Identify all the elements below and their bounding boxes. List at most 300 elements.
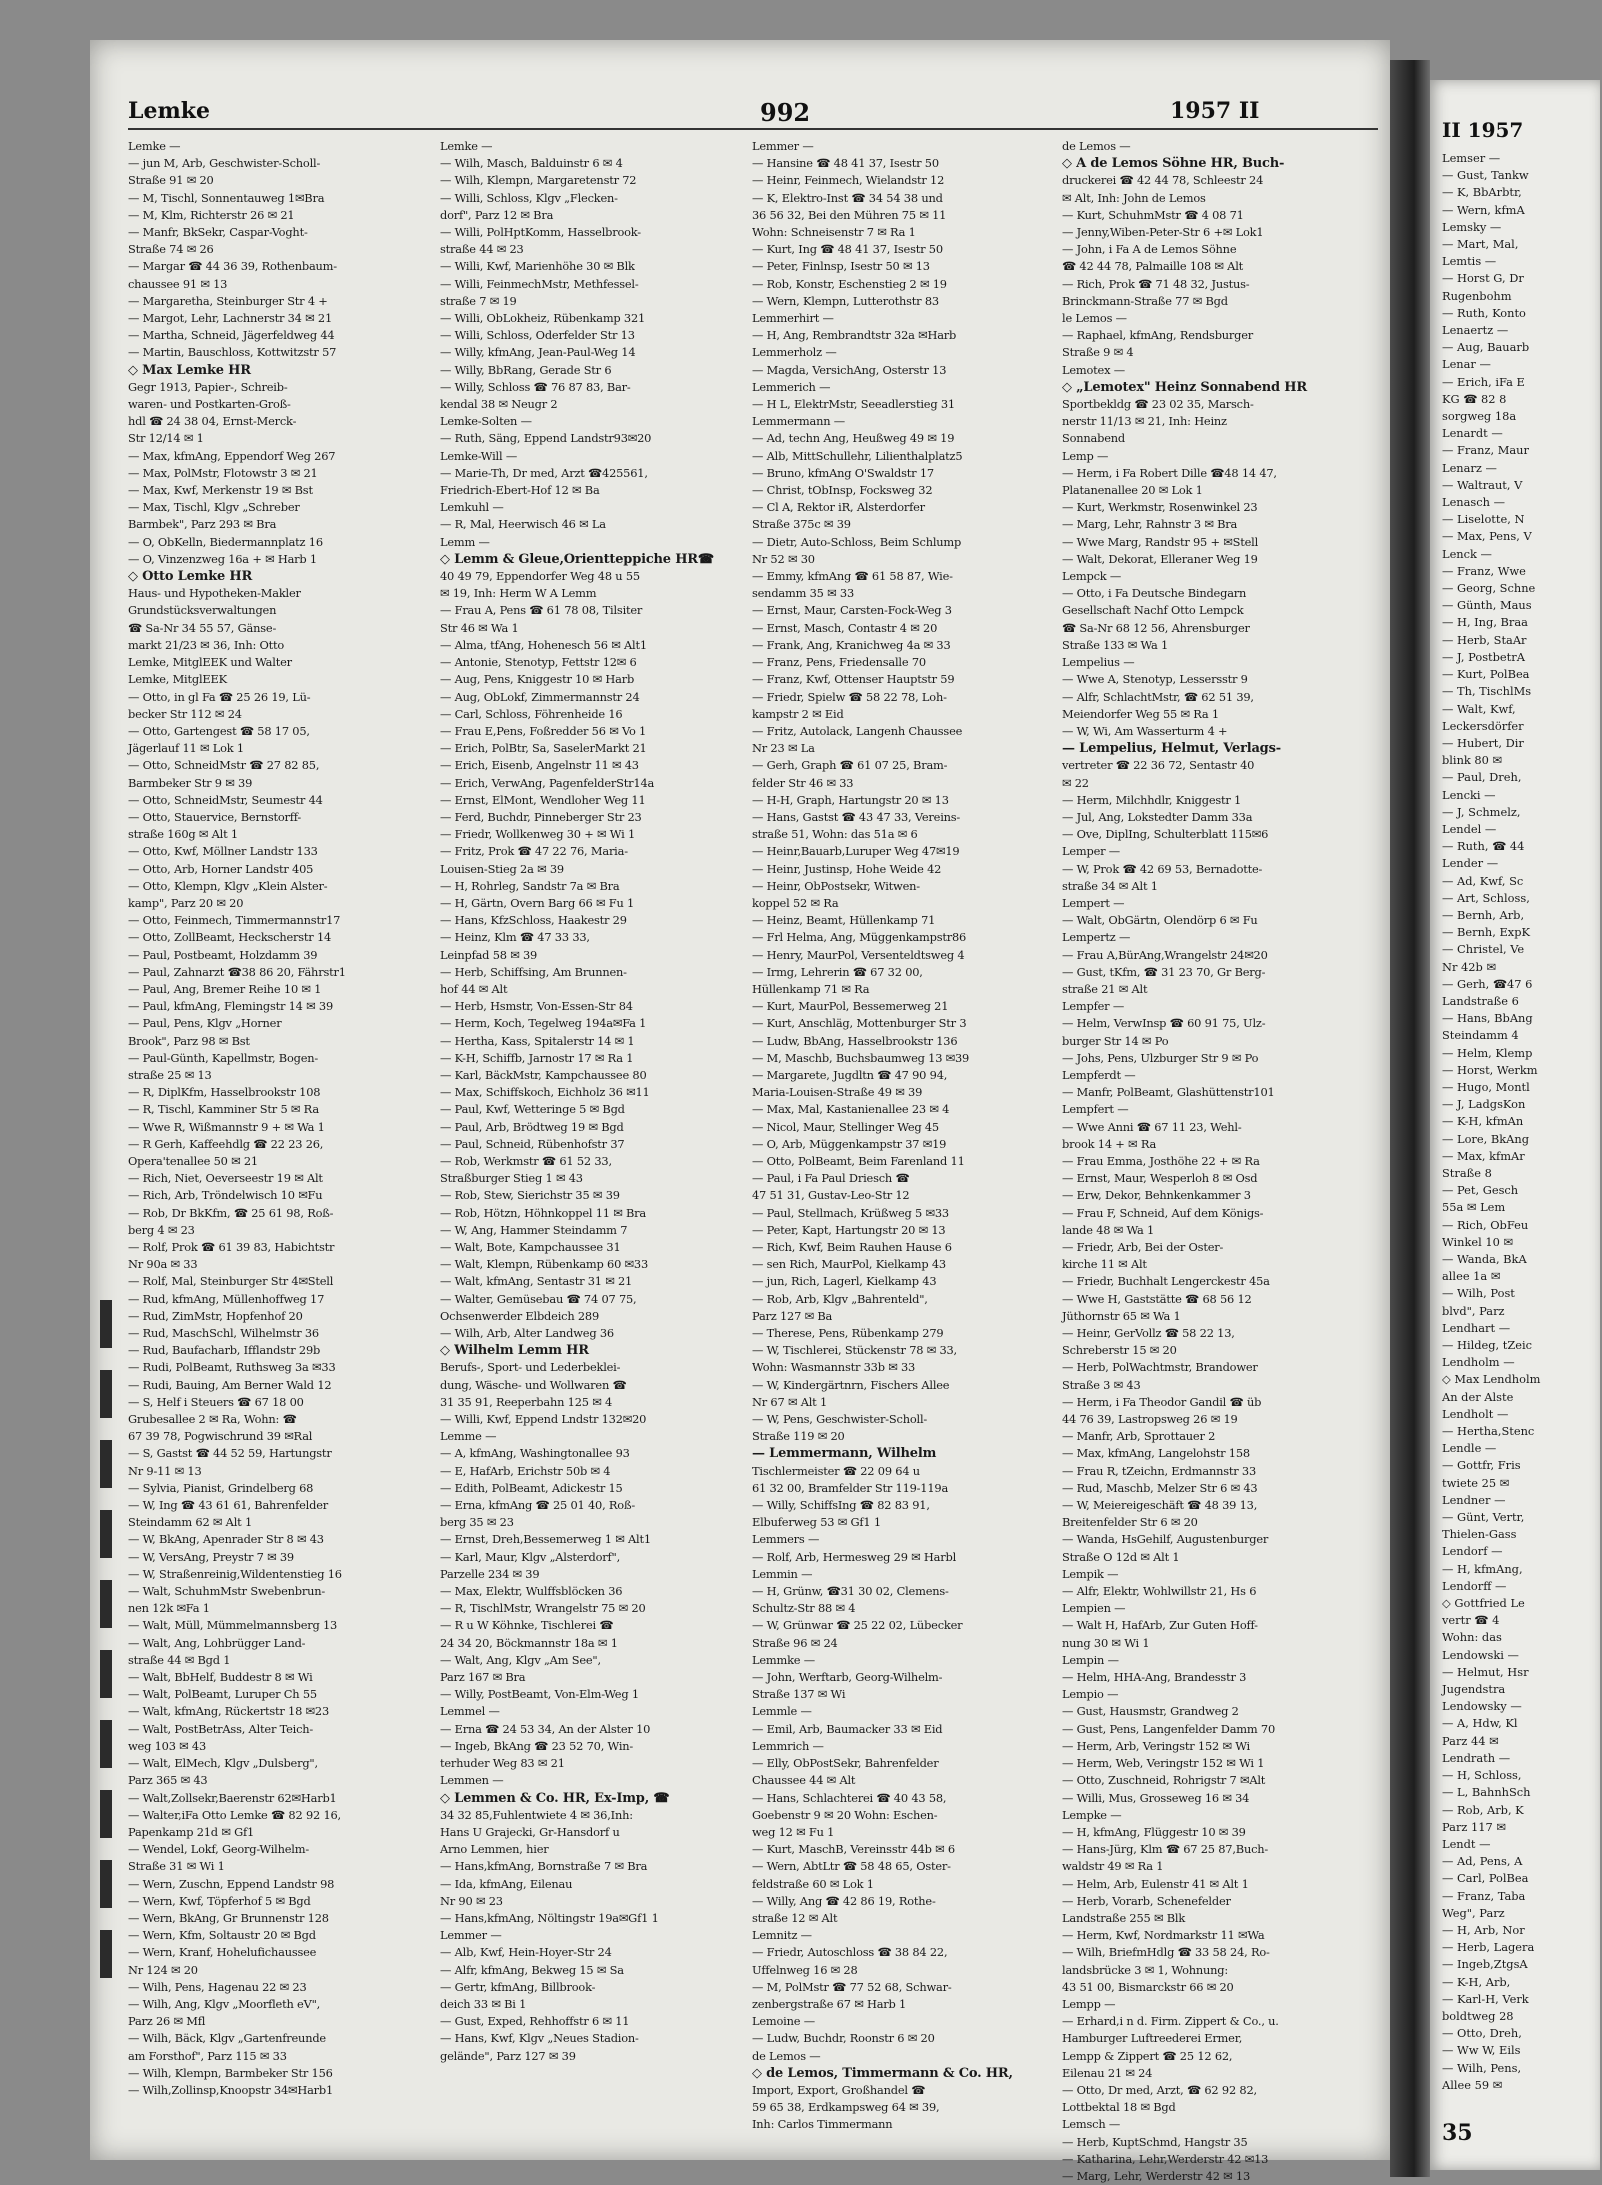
- directory-entry-line: — Fritz, Autolack, Langenh Chaussee: [752, 723, 963, 738]
- directory-entry-line: — Ad, Pens, A: [1442, 1854, 1523, 1869]
- directory-entry-line: de Lemos —: [1062, 139, 1131, 153]
- directory-entry-line: — Walt H, HafArb, Zur Guten Hoff-: [1062, 1618, 1258, 1633]
- directory-entry-line: — Walter,iFa Otto Lemke ☎ 82 92 16,: [128, 1807, 341, 1822]
- directory-entry-line: Lemme —: [440, 1429, 497, 1444]
- directory-entry-line: Lempfer —: [1062, 999, 1125, 1014]
- directory-entry-line: — W, VersAng, Preystr 7 ✉ 39: [128, 1549, 294, 1564]
- directory-entry-line: — Otto, ZollBeamt, Heckscherstr 14: [128, 930, 332, 945]
- directory-entry-line: — Gottfr, Fris: [1442, 1458, 1521, 1473]
- directory-entry-line: Lemkuhl —: [440, 500, 504, 515]
- directory-entry-line: brook 14 + ✉ Ra: [1062, 1136, 1157, 1151]
- directory-entry-line: Lempck —: [1062, 569, 1122, 584]
- directory-entry-line: — Gust, Exped, Rehhoffstr 6 ✉ 11: [440, 2014, 630, 2029]
- directory-entry-line: — H, Schloss,: [1442, 1768, 1522, 1783]
- directory-entry-line: Thielen-Gass: [1442, 1527, 1517, 1542]
- directory-entry-line: — S, Gastst ☎ 44 52 59, Hartungstr: [128, 1446, 332, 1461]
- directory-entry-line: Lemoine —: [752, 2014, 815, 2029]
- directory-entry-line: — Rud, ZimMstr, Hopfenhof 20: [128, 1308, 303, 1323]
- directory-entry-line: — W, Straßenreinig,Wildentenstieg 16: [128, 1566, 342, 1581]
- directory-entry-line: — Kurt, SchuhmMstr ☎ 4 08 71: [1062, 207, 1244, 222]
- directory-entry-line: — Helm, Arb, Eulenstr 41 ✉ Alt 1: [1062, 1876, 1249, 1891]
- directory-entry-line: Hans U Grajecki, Gr-Hansdorf u: [440, 1824, 620, 1839]
- directory-entry-line: — Kurt, Werkmstr, Rosenwinkel 23: [1062, 500, 1258, 515]
- directory-entry-line: Schultz-Str 88 ✉ 4: [752, 1601, 856, 1616]
- directory-entry-line: Lemke-Solten —: [440, 414, 532, 429]
- directory-entry-line: Nr 23 ✉ La: [752, 741, 815, 756]
- directory-entry-line: Gesellschaft Nachf Otto Lempck: [1062, 603, 1244, 618]
- directory-entry-line: — M, Maschb, Buchsbaumweg 13 ✉39: [752, 1050, 970, 1065]
- directory-entry-line: — jun M, Arb, Geschwister-Scholl-: [128, 156, 321, 171]
- directory-entry-line: — Max, Kwf, Merkenstr 19 ✉ Bst: [128, 483, 313, 498]
- directory-entry-line: ✉ Alt, Inh: John de Lemos: [1062, 190, 1206, 205]
- directory-entry-line: — Heinz, Klm ☎ 47 33 33,: [440, 930, 590, 945]
- directory-entry-line: — Otto, PolBeamt, Beim Farenland 11: [752, 1153, 965, 1168]
- directory-entry-line: — Paul, kfmAng, Flemingstr 14 ✉ 39: [128, 999, 334, 1014]
- directory-entry-line: — W, Ing ☎ 43 61 61, Bahrenfelder: [128, 1498, 328, 1513]
- directory-entry-line: Steindamm 62 ✉ Alt 1: [128, 1515, 253, 1530]
- directory-entry-line: — sen Rich, MaurPol, Kielkamp 43: [752, 1257, 946, 1272]
- directory-entry-line: — Emil, Arb, Baumacker 33 ✉ Eid: [752, 1721, 943, 1736]
- directory-entry-line: — Friedr, Arb, Bei der Oster-: [1062, 1240, 1224, 1254]
- directory-entry-line: — Willy, Schloss ☎ 76 87 83, Bar-: [440, 379, 631, 394]
- directory-entry-line: — Wilh, Pens, Hagenau 22 ✉ 23: [128, 1979, 307, 1994]
- directory-entry-line: Wohn: das: [1442, 1630, 1502, 1645]
- directory-entry-line: — Walt, BbHelf, Buddestr 8 ✉ Wi: [128, 1670, 313, 1685]
- directory-entry-line: Lempferdt —: [1062, 1067, 1136, 1082]
- margin-mark: [100, 1790, 112, 1838]
- directory-entry-line: Lendorff —: [1442, 1578, 1507, 1593]
- directory-entry-line: — Ludw, Buchdr, Roonstr 6 ✉ 20: [752, 2031, 935, 2046]
- directory-entry-line: 44 76 39, Lastropsweg 26 ✉ 19: [1062, 1412, 1238, 1427]
- directory-entry-line: Jüthornstr 65 ✉ Wa 1: [1062, 1308, 1181, 1323]
- directory-entry-line: — K, Elektro-Inst ☎ 34 54 38 und: [752, 190, 943, 205]
- directory-entry-line: Lemnitz —: [752, 1928, 812, 1943]
- header-rule: [128, 128, 1378, 130]
- directory-entry-line: — W, Grünwar ☎ 25 22 02, Lübecker: [752, 1618, 963, 1633]
- directory-entry-line: Straße 74 ✉ 26: [128, 242, 214, 257]
- directory-entry-line: Landstraße 255 ✉ Blk: [1062, 1910, 1186, 1925]
- margin-mark: [100, 1440, 112, 1488]
- directory-entry-line: feldstraße 60 ✉ Lok 1: [752, 1876, 874, 1891]
- directory-entry-line: — Paul, Schneid, Rübenhofstr 37: [440, 1136, 625, 1151]
- directory-entry-line: Lencki —: [1442, 787, 1496, 802]
- directory-entry-line: kampstr 2 ✉ Eid: [752, 706, 844, 721]
- directory-entry-line: — Rud, Baufacharb, Ifflandstr 29b: [128, 1343, 321, 1358]
- directory-entry-line: berg 4 ✉ 23: [128, 1222, 195, 1237]
- directory-entry-line: Nr 124 ✉ 20: [128, 1962, 198, 1977]
- directory-entry-line: — Nicol, Maur, Stellinger Weg 45: [752, 1119, 939, 1134]
- directory-entry-line: weg 12 ✉ Fu 1: [752, 1824, 835, 1839]
- directory-entry-line: — W, Meiereigeschäft ☎ 48 39 13,: [1062, 1498, 1258, 1513]
- directory-entry-line: — Paul, Dreh,: [1442, 770, 1522, 785]
- directory-entry-line: — H, Ang, Rembrandtstr 32a ✉Harb: [752, 328, 957, 343]
- directory-entry-line: — Wern, Zuschn, Eppend Landstr 98: [128, 1876, 335, 1891]
- directory-entry-line: — John, Werftarb, Georg-Wilhelm-: [752, 1670, 943, 1685]
- directory-entry-line: Barmbek", Parz 293 ✉ Bra: [128, 517, 277, 532]
- directory-entry-line: — Rob, Konstr, Eschenstieg 2 ✉ 19: [752, 276, 947, 291]
- directory-entry-line: — Jenny,Wiben-Peter-Str 6 +✉ Lok1: [1062, 225, 1264, 240]
- directory-entry-line: Lemmerholz —: [752, 345, 837, 360]
- directory-entry-line: — Wilh, Pens,: [1442, 2060, 1522, 2075]
- directory-entry-line: — Kurt, Anschläg, Mottenburger Str 3: [752, 1016, 967, 1031]
- directory-entry-line: — R, Mal, Heerwisch 46 ✉ La: [440, 517, 606, 532]
- directory-entry-line: Schreberstr 15 ✉ 20: [1062, 1343, 1177, 1358]
- directory-entry-line: — Otto, Feinmech, Timmermannstr17: [128, 913, 341, 928]
- directory-entry-line: — Herm, i Fa Robert Dille ☎48 14 47,: [1062, 465, 1277, 480]
- directory-entry-line: Parz 167 ✉ Bra: [440, 1670, 526, 1685]
- margin-mark: [100, 1650, 112, 1698]
- directory-entry-line: Lemsky —: [1442, 219, 1502, 234]
- directory-entry-line: straße 44 ✉ Bgd 1: [128, 1652, 231, 1667]
- directory-entry-line: — Erich, PolBtr, Sa, SaselerMarkt 21: [440, 741, 647, 756]
- directory-entry-line: Straße 133 ✉ Wa 1: [1062, 637, 1169, 652]
- directory-entry-line: becker Str 112 ✉ 24: [128, 706, 242, 721]
- directory-entry-line: — Ernst, Dreh,Bessemerweg 1 ✉ Alt1: [440, 1532, 651, 1547]
- directory-entry-line: Maria-Louisen-Straße 49 ✉ 39: [752, 1085, 923, 1100]
- directory-entry-line: Lenarz —: [1442, 460, 1497, 475]
- directory-entry-line: — Martin, Bauschloss, Kottwitzstr 57: [128, 345, 337, 360]
- directory-entry-line: Lemke, MitglEEK und Walter: [128, 655, 292, 670]
- directory-entry-line: — Wilh, Masch, Balduinstr 6 ✉ 4: [440, 156, 623, 171]
- directory-entry-line: — Rob, Arb, Klgv „Bahrenteld",: [752, 1291, 928, 1306]
- directory-entry-line: — Wwe A, Stenotyp, Lessersstr 9: [1062, 672, 1248, 687]
- directory-entry-line: — Christel, Ve: [1442, 942, 1525, 957]
- directory-entry-line: — Gust, Hausmstr, Grandweg 2: [1062, 1704, 1239, 1719]
- directory-entry-line: 34 32 85,Fuhlentwiete 4 ✉ 36,Inh:: [440, 1807, 633, 1822]
- directory-entry-line: — Hans, BbAng: [1442, 1011, 1533, 1026]
- directory-entry-line: 59 65 38, Erdkampsweg 64 ✉ 39,: [752, 2100, 940, 2115]
- directory-entry-line: — Carl, PolBea: [1442, 1871, 1529, 1886]
- directory-entry-line: Lempien —: [1062, 1601, 1126, 1616]
- directory-entry-line: — Wilh, Ang, Klgv „Moorfleth eV",: [128, 1996, 321, 2011]
- directory-entry-line: — Otto, Stauervice, Bernstorff-: [128, 809, 302, 824]
- directory-entry-line: — H-H, Graph, Hartungstr 20 ✉ 13: [752, 792, 949, 807]
- directory-entry-line: kendal 38 ✉ Neugr 2: [440, 397, 558, 412]
- directory-entry-line: — Paul, Kwf, Wetteringe 5 ✉ Bgd: [440, 1102, 625, 1117]
- directory-entry-line: Str 46 ✉ Wa 1: [440, 620, 519, 635]
- directory-entry-line: — Rud, kfmAng, Müllenhoffweg 17: [128, 1291, 325, 1306]
- directory-entry-line: — Hugo, Montl: [1442, 1079, 1530, 1094]
- directory-entry-line: — Max, PolMstr, Flotowstr 3 ✉ 21: [128, 465, 318, 480]
- directory-entry-line: — Franz, Maur: [1442, 443, 1529, 458]
- directory-entry-line: — Wanda, HsGehilf, Augustenburger: [1062, 1532, 1269, 1547]
- directory-entry-line: — Hansine ☎ 48 41 37, Isestr 50: [752, 156, 939, 171]
- column-1: [128, 138, 423, 2098]
- directory-entry-line: — Rud, Maschb, Melzer Str 6 ✉ 43: [1062, 1480, 1258, 1495]
- directory-entry-line: Grubesallee 2 ✉ Ra, Wohn: ☎: [128, 1412, 297, 1427]
- directory-entry-line: — Max, Mal, Kastanienallee 23 ✉ 4: [752, 1102, 950, 1117]
- directory-entry-line: — Frau R, tZeichn, Erdmannstr 33: [1062, 1463, 1256, 1478]
- directory-entry-line: — Erna ☎ 24 53 34, An der Alster 10: [440, 1721, 651, 1736]
- directory-entry-line: — Bernh, ExpK: [1442, 925, 1531, 940]
- directory-entry-line: — Franz, Kwf, Ottenser Hauptstr 59: [752, 672, 955, 687]
- directory-entry-line: — Peter, Finlnsp, Isestr 50 ✉ 13: [752, 259, 930, 274]
- directory-entry-line: Lemmen —: [440, 1773, 504, 1788]
- directory-entry-line: — Gust, Pens, Langenfelder Damm 70: [1062, 1721, 1276, 1736]
- directory-entry-line: — W, Tischlerei, Stückenstr 78 ✉ 33,: [752, 1343, 957, 1358]
- directory-entry-line: — Wilh, Klempn, Barmbeker Str 156: [128, 2065, 333, 2080]
- directory-entry-line: Import, Export, Großhandel ☎: [752, 2082, 926, 2097]
- directory-entry-line: 47 51 31, Gustav-Leo-Str 12: [752, 1188, 910, 1203]
- directory-entry-line: — Edith, PolBeamt, Adickestr 15: [440, 1480, 623, 1495]
- directory-entry-line: — Margarete, Jugdltn ☎ 47 90 94,: [752, 1067, 948, 1082]
- directory-entry-line: — Rich, Niet, Oeverseestr 19 ✉ Alt: [128, 1171, 323, 1186]
- directory-entry-line: — Margar ☎ 44 36 39, Rothenbaum-: [128, 259, 337, 274]
- directory-entry-line: — Otto, in gl Fa ☎ 25 26 19, Lü-: [128, 689, 311, 704]
- directory-entry-line: — Herb, Lagera: [1442, 1940, 1535, 1955]
- directory-entry-line: — Irmg, Lehrerin ☎ 67 32 00,: [752, 964, 923, 979]
- directory-entry-line: — Willy, SchiffsIng ☎ 82 83 91,: [752, 1498, 930, 1513]
- directory-entry-line: — Ernst, Maur, Wesperloh 8 ✉ Osd: [1062, 1171, 1258, 1186]
- directory-entry-line: — Johs, Pens, Ulzburger Str 9 ✉ Po: [1062, 1050, 1259, 1065]
- directory-entry-line: — Margaretha, Steinburger Str 4 +: [128, 293, 328, 308]
- directory-entry-line: allee 1a ✉: [1442, 1269, 1501, 1284]
- directory-entry-line: — R Gerh, Kaffeehdlg ☎ 22 23 26,: [128, 1136, 324, 1151]
- directory-entry-line: — Hans, Kwf, Klgv „Neues Stadion-: [440, 2031, 639, 2046]
- directory-entry-line: waldstr 49 ✉ Ra 1: [1062, 1859, 1164, 1874]
- directory-entry-line: — Gust, tKfm, ☎ 31 23 70, Gr Berg-: [1062, 964, 1266, 979]
- directory-entry-line: — Max, kfmAng, Eppendorf Weg 267: [128, 448, 336, 463]
- directory-entry-line: Lemmle —: [752, 1704, 812, 1719]
- directory-entry-line: — R, DiplKfm, Hasselbrookstr 108: [128, 1085, 321, 1100]
- directory-entry-line: — Walt, PostBetrAss, Alter Teich-: [128, 1721, 314, 1736]
- directory-entry-line: — Rob, Arb, K: [1442, 1802, 1524, 1817]
- directory-entry-line: ◇ Max Lemke HR: [128, 362, 251, 378]
- directory-entry-line: — W, BkAng, Apenrader Str 8 ✉ 43: [128, 1532, 324, 1547]
- directory-entry-line: Lemsch —: [1062, 2117, 1121, 2132]
- directory-entry-line: — Henry, MaurPol, Versenteldtsweg 4: [752, 947, 965, 962]
- directory-entry-line: — Katharina, Lehr,Werderstr 42 ✉13: [1062, 2151, 1269, 2166]
- directory-entry-line: Leinpfad 58 ✉ 39: [440, 947, 538, 962]
- directory-entry-line: — Walt, ObGärtn, Olendörp 6 ✉ Fu: [1062, 913, 1258, 928]
- directory-entry-line: gelände", Parz 127 ✉ 39: [440, 2048, 576, 2063]
- directory-entry-line: hdl ☎ 24 38 04, Ernst-Merck-: [128, 414, 297, 429]
- directory-entry-line: — Herm, i Fa Theodor Gandil ☎ üb: [1062, 1394, 1262, 1409]
- directory-entry-line: — Elly, ObPostSekr, Bahrenfelder: [752, 1756, 939, 1771]
- directory-entry-line: — Rudi, PolBeamt, Ruthsweg 3a ✉33: [128, 1360, 336, 1375]
- directory-entry-line: — Ruth, Konto: [1442, 305, 1526, 320]
- directory-entry-line: — Sylvia, Pianist, Grindelberg 68: [128, 1480, 314, 1495]
- directory-entry-line: felder Str 46 ✉ 33: [752, 775, 854, 790]
- margin-mark: [100, 1300, 112, 1348]
- directory-entry-line: 61 32 00, Bramfelder Str 119-119a: [752, 1480, 949, 1495]
- directory-entry-line: — Rud, MaschSchl, Wilhelmstr 36: [128, 1326, 319, 1341]
- directory-entry-line: — Willi, PolHptKomm, Hasselbrook-: [440, 225, 641, 240]
- directory-entry-line: — Ingeb,ZtgsA: [1442, 1957, 1528, 1972]
- directory-entry-line: Steindamm 4: [1442, 1028, 1519, 1043]
- directory-entry-line: Hüllenkamp 71 ✉ Ra: [752, 981, 870, 996]
- directory-entry-line: — Paul, Ang, Bremer Reihe 10 ✉ 1: [128, 981, 322, 996]
- directory-entry-line: Straße 31 ✉ Wi 1: [128, 1859, 225, 1874]
- directory-entry-line: druckerei ☎ 42 44 78, Schleestr 24: [1062, 173, 1264, 188]
- directory-entry-line: nerstr 11/13 ✉ 21, Inh: Heinz: [1062, 414, 1227, 429]
- directory-entry-line: — Wern, Kfm, Soltaustr 20 ✉ Bgd: [128, 1928, 316, 1943]
- directory-entry-line: — Walt, kfmAng, Sentastr 31 ✉ 21: [440, 1274, 633, 1289]
- directory-entry-line: Lendle —: [1442, 1441, 1497, 1456]
- directory-entry-line: Breitenfelder Str 6 ✉ 20: [1062, 1515, 1198, 1530]
- directory-entry-line: — Willi, Schloss, Klgv „Flecken-: [440, 190, 618, 205]
- directory-entry-line: — Art, Schloss,: [1442, 890, 1530, 905]
- margin-marks: [100, 1300, 114, 2000]
- directory-entry-line: Nr 90 ✉ 23: [440, 1893, 503, 1908]
- directory-entry-line: ◇ de Lemos, Timmermann & Co. HR,: [752, 2065, 1013, 2081]
- directory-entry-line: — Max, Tischl, Klgv „Schreber: [128, 500, 300, 515]
- directory-entry-line: Lenck —: [1442, 546, 1492, 561]
- directory-entry-line: — Dietr, Auto-Schloss, Beim Schlump: [752, 534, 962, 549]
- directory-entry-line: Lemtis —: [1442, 254, 1497, 269]
- directory-entry-line: — Wwe Anni ☎ 67 11 23, Wehl-: [1062, 1119, 1242, 1134]
- directory-entry-line: — J, PostbetrA: [1442, 649, 1525, 664]
- directory-entry-line: — Otto, SchneidMstr ☎ 27 82 85,: [128, 758, 320, 773]
- directory-entry-line: — Wilh, Bäck, Klgv „Gartenfreunde: [128, 2031, 326, 2046]
- directory-entry-line: — Willi, Mus, Grosseweg 16 ✉ 34: [1062, 1790, 1250, 1805]
- directory-entry-line: hof 44 ✉ Alt: [440, 981, 508, 996]
- directory-entry-line: — Erich, iFa E: [1442, 374, 1525, 389]
- directory-entry-line: — Heinr,Bauarb,Luruper Weg 47✉19: [752, 844, 960, 859]
- directory-entry-line: — W, Wi, Am Wasserturm 4 +: [1062, 723, 1228, 738]
- directory-entry-line: — Franz, Pens, Friedensallе 70: [752, 655, 926, 670]
- directory-entry-line: zenbergstraße 67 ✉ Harb 1: [752, 1996, 907, 2011]
- directory-entry-line: — E, HafArb, Erichstr 50b ✉ 4: [440, 1463, 611, 1478]
- directory-entry-line: — Ida, kfmAng, Eilenau: [440, 1876, 573, 1891]
- directory-entry-line: lande 48 ✉ Wa 1: [1062, 1222, 1155, 1237]
- directory-entry-line: Platanenallee 20 ✉ Lok 1: [1062, 483, 1203, 498]
- directory-entry-line: Inh: Carlos Timmermann: [752, 2117, 893, 2132]
- directory-entry-line: ☎ Sa-Nr 68 12 56, Ahrensburger: [1062, 620, 1250, 635]
- directory-entry-line: terhuder Weg 83 ✉ 21: [440, 1756, 565, 1771]
- directory-entry-line: nung 30 ✉ Wi 1: [1062, 1635, 1150, 1650]
- directory-entry-line: — H, Ing, Braa: [1442, 615, 1528, 630]
- directory-entry-line: — Lore, BkAng: [1442, 1131, 1529, 1146]
- directory-entry-line: — Friedr, Buchhalt Lengerckestr 45a: [1062, 1274, 1270, 1289]
- directory-entry-line: — Hertha,Stenc: [1442, 1424, 1535, 1439]
- directory-entry-line: — Wwe Marg, Randstr 95 + ✉Stell: [1062, 534, 1259, 549]
- directory-entry-line: dorf", Parz 12 ✉ Bra: [440, 207, 554, 222]
- directory-entry-line: — Walt, PolBeamt, Luruper Ch 55: [128, 1687, 317, 1702]
- right-page-column: [1442, 150, 1602, 2110]
- directory-entry-line: kirche 11 ✉ Alt: [1062, 1257, 1147, 1272]
- directory-entry-line: Lempp —: [1062, 1996, 1116, 2011]
- directory-entry-line: — Frau F, Schneid, Auf dem Königs-: [1062, 1205, 1264, 1220]
- directory-entry-line: — Otto, i Fa Deutsche Bindegarn: [1062, 586, 1247, 601]
- directory-entry-line: — Hans, Schlachterei ☎ 40 43 58,: [752, 1790, 947, 1805]
- directory-entry-line: 40 49 79, Eppendorfer Weg 48 u 55: [440, 569, 640, 584]
- directory-entry-line: — Christ, tObInsp, Fockswеg 32: [752, 483, 933, 498]
- directory-entry-line: Tischlermeister ☎ 22 09 64 u: [752, 1463, 920, 1478]
- directory-entry-line: — Alfr, Elektr, Wohlwillstr 21, Hs 6: [1062, 1584, 1257, 1599]
- directory-entry-line: — Marg, Lehr, Werderstr 42 ✉ 13: [1062, 2168, 1251, 2183]
- directory-entry-line: Barmbeker Str 9 ✉ 39: [128, 775, 253, 790]
- directory-entry-line: Lempp & Zippert ☎ 25 12 62,: [1062, 2048, 1233, 2063]
- directory-entry-line: — Walt, ElMech, Klgv „Dulsberg",: [128, 1756, 318, 1771]
- directory-entry-line: — Peter, Kapt, Hartungstr 20 ✉ 13: [752, 1222, 946, 1237]
- directory-entry-line: — Frau Emma, Josthöhe 22 + ✉ Ra: [1062, 1153, 1260, 1168]
- directory-entry-line: — Kurt, Ing ☎ 48 41 37, Isestr 50: [752, 242, 943, 257]
- directory-entry-line: — M, Klm, Richterstr 26 ✉ 21: [128, 207, 295, 222]
- directory-entry-line: — Martha, Schneid, Jägerfeldweg 44: [128, 328, 335, 343]
- directory-entry-line: — Rolf, Mal, Steinburger Str 4✉Stell: [128, 1274, 334, 1289]
- directory-entry-line: — Th, TischlMs: [1442, 684, 1532, 699]
- directory-entry-line: straße 12 ✉ Alt: [752, 1910, 838, 1925]
- directory-entry-line: Jägerlauf 11 ✉ Lok 1: [128, 741, 244, 756]
- directory-entry-line: — Otto, Arb, Horner Landstr 405: [128, 861, 314, 876]
- margin-mark: [100, 1860, 112, 1908]
- directory-entry-line: — Ernst, Masch, Contastr 4 ✉ 20: [752, 620, 938, 635]
- right-page-footer: 35: [1442, 2120, 1473, 2146]
- directory-entry-line: Winkel 10 ✉: [1442, 1234, 1514, 1249]
- directory-entry-line: — Lempelius, Helmut, Verlags-: [1062, 741, 1281, 757]
- directory-entry-line: — Erhard,i n d. Firm. Zippert & Co., u.: [1062, 2014, 1279, 2029]
- directory-entry-line: — K-H, Schiffb, Jarnostr 17 ✉ Ra 1: [440, 1050, 634, 1065]
- directory-entry-line: weg 103 ✉ 43: [128, 1738, 207, 1753]
- directory-entry-line: Parzelle 234 ✉ 39: [440, 1566, 540, 1581]
- margin-mark: [100, 1580, 112, 1628]
- directory-entry-line: — Margot, Lehr, Lachnerstr 34 ✉ 21: [128, 311, 333, 326]
- directory-entry-line: Lemmer —: [752, 139, 814, 153]
- directory-entry-line: — Antonie, Stenotyp, Fettstr 12✉ 6: [440, 655, 637, 670]
- directory-entry-line: straße 21 ✉ Alt: [1062, 981, 1148, 996]
- directory-entry-line: ◇ Max Lendholm: [1442, 1372, 1541, 1387]
- directory-entry-line: — Walt, Klempn, Rübenkamp 60 ✉33: [440, 1257, 648, 1272]
- directory-entry-line: — Wilh,Zollinsp,Knoopstr 34✉Harb1: [128, 2082, 334, 2097]
- directory-entry-line: — Rob, Hötzn, Höhnkoppel 11 ✉ Bra: [440, 1205, 647, 1220]
- directory-entry-line: — H, Rohrleg, Sandstr 7a ✉ Bra: [440, 878, 620, 893]
- directory-entry-line: ☎ 42 44 78, Palmaille 108 ✉ Alt: [1062, 259, 1244, 274]
- directory-entry-line: — Marg, Lehr, Rahnstr 3 ✉ Bra: [1062, 517, 1238, 532]
- directory-entry-line: — Willi, ObLokheiz, Rübenkamp 321: [440, 311, 646, 326]
- directory-entry-line: Lenar —: [1442, 357, 1491, 372]
- directory-entry-line: — Franz, Wwe: [1442, 563, 1526, 578]
- directory-entry-line: Ochsenwerder Elbdeich 289: [440, 1308, 600, 1323]
- directory-entry-line: kamp", Parz 20 ✉ 20: [128, 895, 244, 910]
- directory-entry-line: — Hildeg, tZeic: [1442, 1338, 1533, 1353]
- directory-entry-line: — Hans-Jürg, Klm ☎ 67 25 87,Buch-: [1062, 1842, 1269, 1857]
- directory-entry-line: — Friedr, Autoschloss ☎ 38 84 22,: [752, 1945, 948, 1960]
- directory-entry-line: — Gerh, Graph ☎ 61 07 25, Bram-: [752, 758, 948, 773]
- directory-entry-line: Brinckmann-Straße 77 ✉ Bgd: [1062, 293, 1228, 308]
- directory-entry-line: — L, BahnhSch: [1442, 1785, 1531, 1800]
- margin-mark: [100, 1510, 112, 1558]
- directory-entry-line: ◇ Lemmen & Co. HR, Ex-Imp, ☎: [440, 1790, 670, 1806]
- directory-entry-line: — Walt, Kwf,: [1442, 701, 1516, 716]
- directory-entry-line: — Otto, Klempn, Klgv „Klein Alster-: [128, 878, 328, 893]
- directory-entry-line: — Aug, ObLokf, Zimmermannstr 24: [440, 689, 640, 704]
- directory-entry-line: — H, kfmAng,: [1442, 1561, 1523, 1576]
- directory-entry-line: — Paul, Pens, Klgv „Horner: [128, 1016, 282, 1031]
- directory-entry-line: — Wern, BkAng, Gr Brunnenstr 128: [128, 1910, 329, 1925]
- directory-entry-line: Lendner —: [1442, 1492, 1506, 1507]
- directory-entry-line: Lenardt —: [1442, 426, 1503, 441]
- directory-entry-line: — Willy, kfmAng, Jean-Paul-Weg 14: [440, 345, 636, 360]
- directory-entry-line: Parz 44 ✉: [1442, 1733, 1499, 1748]
- directory-entry-line: — Alb, Kwf, Hein-Hoyer-Str 24: [440, 1945, 612, 1960]
- directory-entry-line: — Wern, Kranf, Hohelufichaussee: [128, 1945, 317, 1960]
- directory-entry-line: straße 44 ✉ 23: [440, 242, 524, 257]
- directory-entry-line: Allee 59 ✉: [1442, 2077, 1503, 2092]
- directory-entry-line: — Otto, Kwf, Möllner Landstr 133: [128, 844, 318, 859]
- directory-entry-line: Lemmin —: [752, 1566, 813, 1581]
- directory-entry-line: Lempelius —: [1062, 655, 1135, 670]
- directory-entry-line: — Rich, Arb, Tröndelwisch 10 ✉Fu: [128, 1188, 323, 1203]
- directory-entry-line: — Therese, Pens, Rübenkamp 279: [752, 1326, 944, 1341]
- directory-entry-line: Lemke —: [440, 139, 493, 153]
- directory-entry-line: Lemotex —: [1062, 362, 1125, 377]
- directory-entry-line: Lemmerich —: [752, 379, 831, 394]
- margin-mark: [100, 1720, 112, 1768]
- directory-entry-line: — Rudi, Bauing, Am Berner Wald 12: [128, 1377, 332, 1392]
- directory-entry-line: — Herm, Kwf, Nordmarkstr 11 ✉Wa: [1062, 1928, 1265, 1943]
- directory-entry-line: — Horst, Werkm: [1442, 1062, 1538, 1077]
